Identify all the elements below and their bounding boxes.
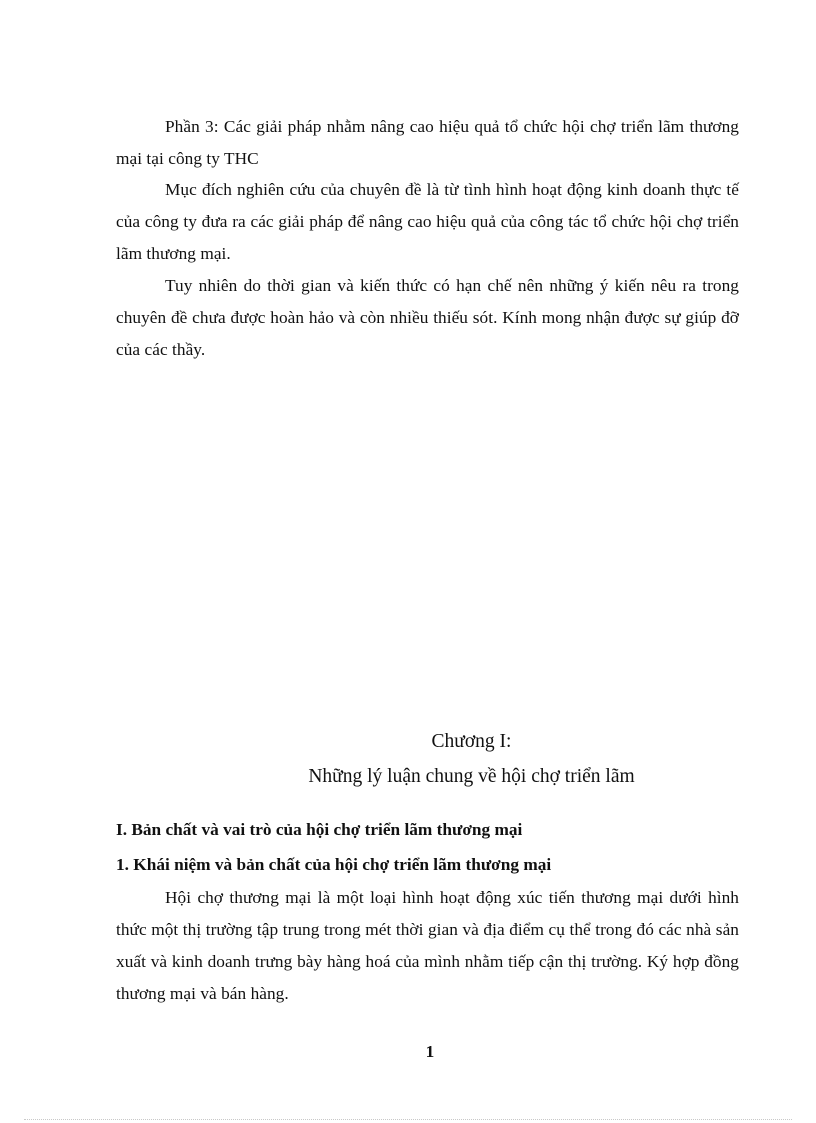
chapter-title: Những lý luận chung về hội chợ triển lãm: [308, 766, 635, 787]
paragraph-limitations: Tuy nhiên do thời gian và kiến thức có hạn chế nên những ý kiến nêu ra trong chuyên đề chưa được hoàn hảo và còn nhiều thiếu sót. Kính mong nhận được sự giúp đỡ của các thầy.: [116, 276, 739, 359]
page-number: 1: [425, 1042, 435, 1061]
paragraph-trade-fair-definition: Hội chợ thương mại là một loại hình hoạt động xúc tiến thương mại dưới hình thức một thị trường tập trung trong mét thời gian và địa điểm cụ thể trong đó các nhà sản xuất và kinh doanh trưng bày hàng hoá của mình nhằm tiếp cận thị trường. Ký hợp đồng thương mại và bán hàng.: [116, 888, 739, 1003]
page-bottom-divider: [24, 1119, 792, 1120]
paragraph-research-purpose: Mục đích nghiên cứu của chuyên đề là từ tình hình hoạt động kinh doanh thực tế của công ty đưa ra các giải pháp để nâng cao hiệu quả của công tác tổ chức hội chợ triển lãm thương mại.: [116, 180, 739, 263]
subsection-heading: 1. Khái niệm và bản chất của hội chợ triển lãm thương mại: [116, 855, 552, 874]
chapter-number: Chương I:: [431, 731, 512, 752]
section-heading: I. Bản chất và vai trò của hội chợ triển lãm thương mại: [116, 820, 523, 839]
paragraph-part-3: Phần 3: Các giải pháp nhằm nâng cao hiệu quả tổ chức hội chợ triển lãm thương mại tại công ty THC: [116, 117, 739, 168]
